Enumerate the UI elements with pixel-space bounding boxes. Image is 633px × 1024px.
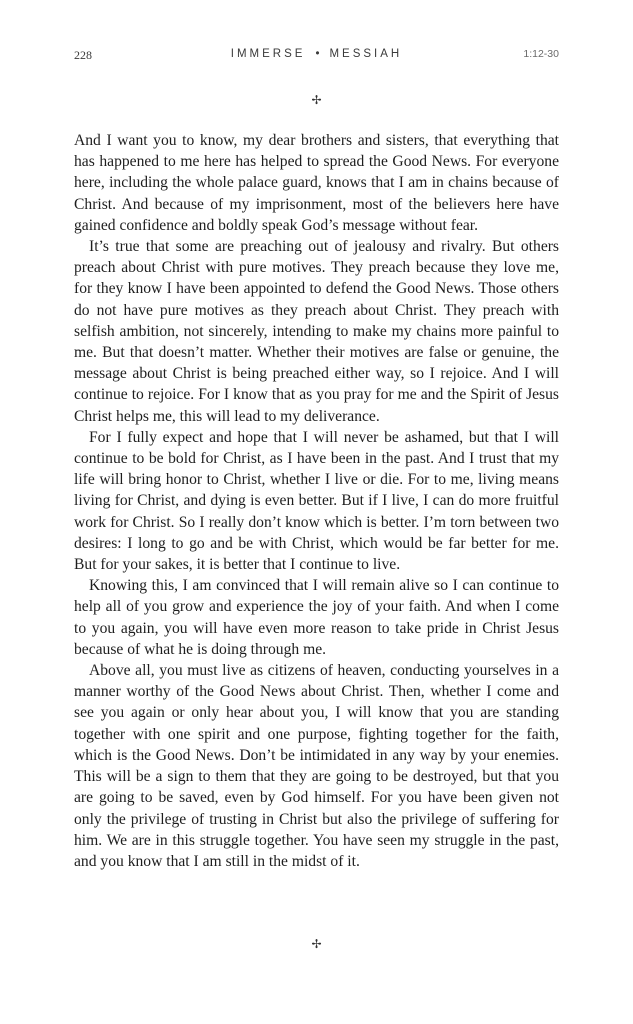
section-ornament-bottom: ✢ bbox=[311, 937, 322, 951]
paragraph: Knowing this, I am convinced that I will remain alive so I can continue to help all of you grow and experience the joy of your faith. And when I come to you again, you will have even more reason to take pride in Christ Jesus because of what he is doing through me. bbox=[74, 577, 559, 658]
book-title: MESSIAH bbox=[329, 48, 403, 60]
page-body bbox=[74, 130, 559, 872]
paragraph: And I want you to know, my dear brothers and sisters, that everything that has happened to me here has helped to spread the Good News. For everyone here, including the whole palace guard, knows that I am in chains because of Christ. And because of my imprisonment, most of the believers here have gained confidence and boldly speak God’s message without fear. bbox=[74, 132, 559, 234]
section-ornament-top: ✢ bbox=[311, 93, 322, 107]
title-separator: • bbox=[315, 48, 320, 60]
page-number: 228 bbox=[74, 48, 92, 62]
chapter-verse-reference: 1:12-30 bbox=[523, 48, 559, 60]
book-series-title: IMMERSE bbox=[230, 48, 306, 60]
paragraph: Above all, you must live as citizens of heaven, conducting yourselves in a manner worthy of the Good News about Christ. Then, whether I come and see you again or only hear about you, I will know that you are standing together with one spirit and one purpose, fighting together for the faith, which is the Good News. Don’t be intimidated in any way by your enemies. This will be a sign to them that they are going to be destroyed, but that you are going to be saved, even by God himself. For you have been given not only the privilege of trusting in Christ but also the privilege of suffering for him. We are in this struggle together. You have seen my struggle in the past, and you know that I am still in the midst of it. bbox=[74, 662, 559, 870]
paragraph: For I fully expect and hope that I will never be ashamed, but that I will continue to be bold for Christ, as I have been in the past. And I trust that my life will bring honor to Christ, whether I live or die. For to me, living means living for Christ, and dying is even better. But if I live, I can do more fruitful work for Christ. So I really don’t know which is better. I’m torn between two desires: I long to go and be with Christ, which would be far better for me. But for your sakes, it is better that I continue to live. bbox=[74, 428, 559, 574]
running-title bbox=[74, 48, 559, 60]
paragraph: It’s true that some are preaching out of jealousy and rivalry. But others preach about Christ with pure motives. They preach because they love me, for they know I have been appointed to defend the Good News. Those others do not have pure motives as they preach about Christ. They preach with selfish ambition, not sincerely, intending to make my chains more painful to me. But that doesn’t matter. Whether their motives are false or genuine, the message about Christ is being preached either way, so I rejoice. And I will continue to rejoice. For I know that as you pray for me and the Spirit of Jesus Christ helps me, this will lead to my deliverance. bbox=[74, 238, 559, 425]
page-header bbox=[74, 48, 559, 66]
